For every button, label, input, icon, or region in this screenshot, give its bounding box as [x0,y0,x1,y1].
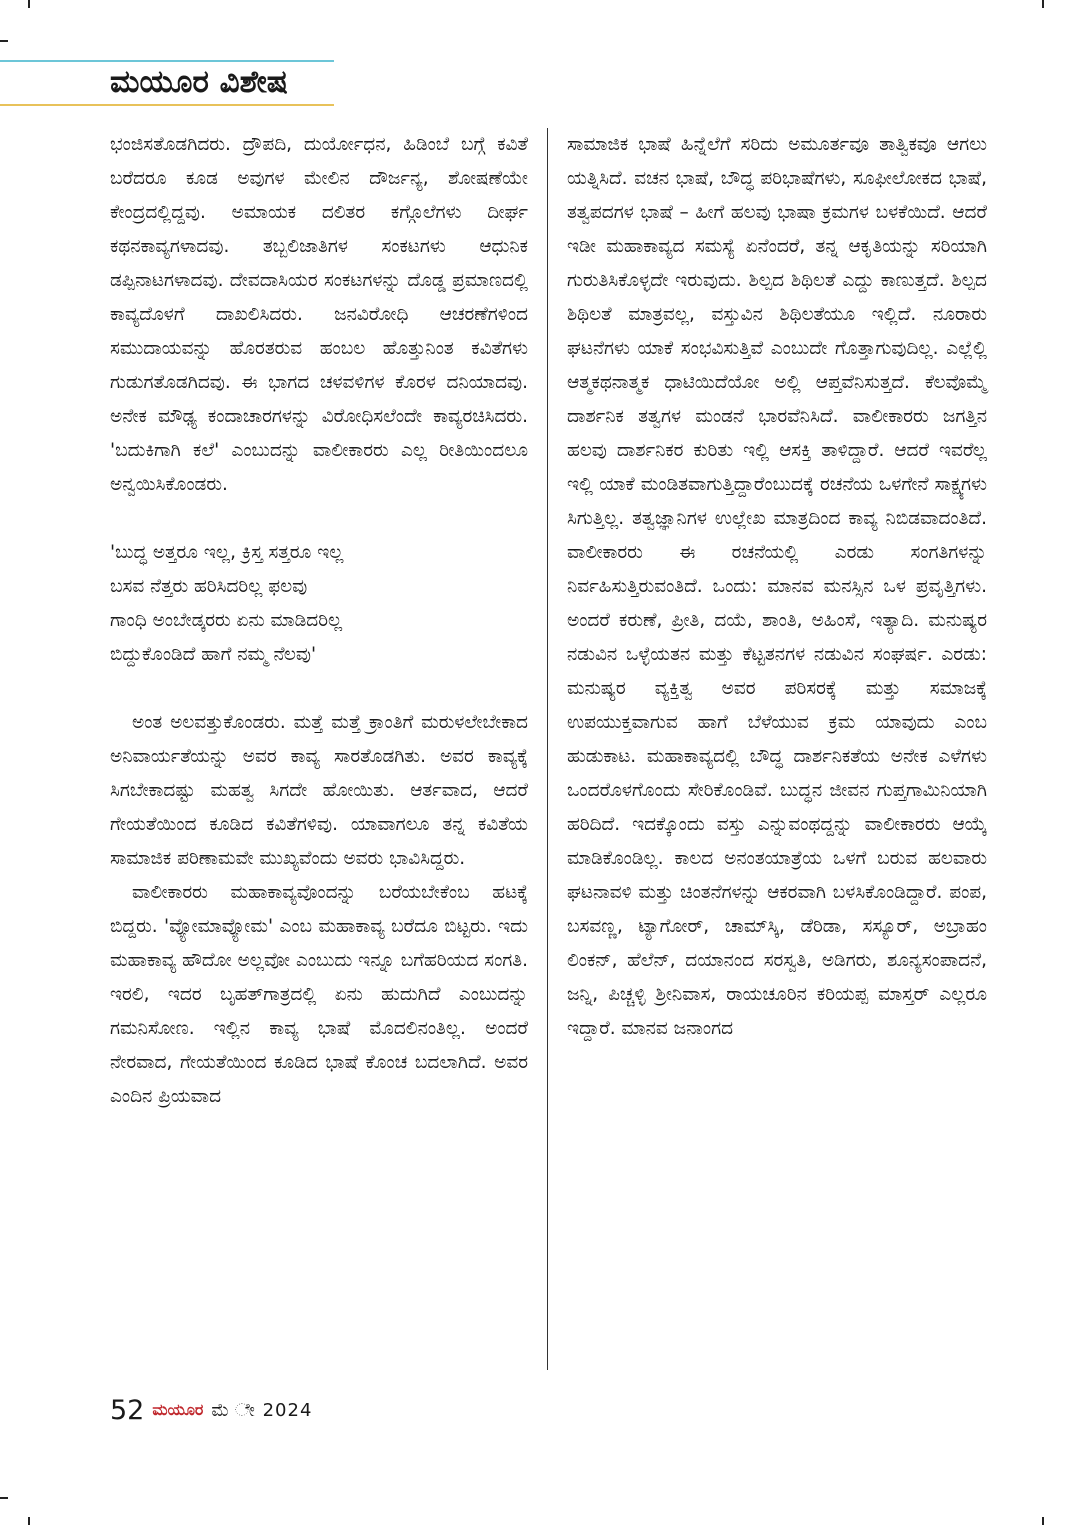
crop-mark-bottom-right [1042,1517,1044,1525]
crop-mark-top-left [28,0,30,8]
page-number: 52 [110,1394,145,1426]
poem-line: ಬಿದ್ದುಕೊಂಡಿದೆ ಹಾಗೆ ನಮ್ಮ ನೆಲವು' [110,644,317,665]
issue-date: ಮೆ ೇ 2024 [211,1399,313,1421]
left-column [110,128,528,1114]
poem-line: ಬಸವ ನೆತ್ತರು ಹರಿಸಿದರಿಲ್ಲ ಫಲವು [110,576,308,597]
column-divider [547,128,548,1370]
left-paragraph-3: ವಾಲೀಕಾರರು ಮಹಾಕಾವ್ಯವೊಂದನ್ನು ಬರೆಯಬೇಕೆಂಬ ಹಟಕ್ಕೆ ಬಿದ್ದರು. 'ವ್ಯೋಮಾವ್ಯೋಮ' ಎಂಬ ಮಹಾಕಾವ್ಯ ಬರೆದೂ ಬಿಟ್ಟರು. ಇದು ಮಹಾಕಾವ್ಯ ಹೌದೋ ಅಲ್ಲವೋ ಎಂಬುದು ಇನ್ನೂ ಬಗೆಹರಿಯದ ಸಂಗತಿ. ಇರಲಿ, ಇದರ ಬೃಹತ್‌ಗಾತ್ರದಲ್ಲಿ ಏನು ಹುದುಗಿದೆ ಎಂಬುದನ್ನು ಗಮನಿಸೋಣ. ಇಲ್ಲಿನ ಕಾವ್ಯ ಭಾಷೆ ಮೊದಲಿನಂತಿಲ್ಲ. ಅಂದರೆ ನೇರವಾದ, ಗೇಯತೆಯಿಂದ ಕೂಡಿದ ಭಾಷೆ ಕೊಂಚ ಬದಲಾಗಿದೆ. ಅವರ ಎಂದಿನ ಪ್ರಿಯವಾದ [110,882,528,1107]
crop-mark-left-top [0,40,8,42]
crop-mark-top-right [1042,0,1044,8]
poem-line: ಗಾಂಧಿ ಅಂಬೇಡ್ಕರರು ಏನು ಮಾಡಿದರಿಲ್ಲ [110,610,343,631]
poem-quote [110,536,528,672]
right-paragraph-1: ಸಾಮಾಜಿಕ ಭಾಷೆ ಹಿನ್ನೆಲೆಗೆ ಸರಿದು ಅಮೂರ್ತವೂ ತಾತ್ವಿಕವೂ ಆಗಲು ಯತ್ನಿಸಿದೆ. ವಚನ ಭಾಷೆ, ಬೌದ್ಧ ಪರಿಭಾಷೆಗಳು, ಸೂಫೀಲೋಕದ ಭಾಷೆ, ತತ್ವಪದಗಳ ಭಾಷೆ – ಹೀಗೆ ಹಲವು ಭಾಷಾ ಕ್ರಮಗಳ ಬಳಕೆಯಿದೆ. ಆದರೆ ಇಡೀ ಮಹಾಕಾವ್ಯದ ಸಮಸ್ಯೆ ಏನೆಂದರೆ, ತನ್ನ ಆಕೃತಿಯನ್ನು ಸರಿಯಾಗಿ ಗುರುತಿಸಿಕೊಳ್ಳದೇ ಇರುವುದು. ಶಿಲ್ಪದ ಶಿಥಿಲತೆ ಎದ್ದು ಕಾಣುತ್ತದೆ. ಶಿಲ್ಪದ ಶಿಥಿಲತೆ ಮಾತ್ರವಲ್ಲ, ವಸ್ತುವಿನ ಶಿಥಿಲತೆಯೂ ಇಲ್ಲಿದೆ. ನೂರಾರು ಘಟನೆಗಳು ಯಾಕೆ ಸಂಭವಿಸುತ್ತಿವೆ ಎಂಬುದೇ ಗೊತ್ತಾಗುವುದಿಲ್ಲ. ಎಲ್ಲೆಲ್ಲಿ ಆತ್ಮಕಥನಾತ್ಮಕ ಧಾಟಿಯಿದೆಯೋ ಅಲ್ಲಿ ಆಪ್ತವೆನಿಸುತ್ತದೆ. ಕೆಲವೊಮ್ಮೆ ದಾರ್ಶನಿಕ ತತ್ವಗಳ ಮಂಡನೆ ಭಾರವೆನಿಸಿದೆ. ವಾಲೀಕಾರರು ಜಗತ್ತಿನ ಹಲವು ದಾರ್ಶನಿಕರ ಕುರಿತು ಇಲ್ಲಿ ಆಸಕ್ತಿ ತಾಳಿದ್ದಾರೆ. ಆದರೆ ಇವರೆಲ್ಲ ಇಲ್ಲಿ ಯಾಕೆ ಮಂಡಿತವಾಗುತ್ತಿದ್ದಾರೆಂಬುದಕ್ಕೆ ರಚನೆಯ ಒಳಗೇನೆ ಸಾಕ್ಷ್ಯಗಳು ಸಿಗುತ್ತಿಲ್ಲ. ತತ್ವಜ್ಞಾನಿಗಳ ಉಲ್ಲೇಖ ಮಾತ್ರದಿಂದ ಕಾವ್ಯ ನಿಬಿಡವಾದಂತಿದೆ. ವಾಲೀಕಾರರು ಈ ರಚನೆಯಲ್ಲಿ ಎರಡು ಸಂಗತಿಗಳನ್ನು ನಿರ್ವಹಿಸುತ್ತಿರುವಂತಿದೆ. ಒಂದು: ಮಾನವ ಮನಸ್ಸಿನ ಒಳ ಪ್ರವೃತ್ತಿಗಳು. ಅಂದರೆ ಕರುಣೆ, ಪ್ರೀತಿ, ದಯೆ, ಶಾಂತಿ, ಅಹಿಂಸೆ, ಇತ್ಯಾದಿ. ಮನುಷ್ಯರ ನಡುವಿನ ಒಳ್ಳೆಯತನ ಮತ್ತು ಕೆಟ್ಟತನಗಳ ನಡುವಿನ ಸಂಘರ್ಷ. ಎರಡು: ಮನುಷ್ಯರ ವ್ಯಕ್ತಿತ್ವ ಅವರ ಪರಿಸರಕ್ಕೆ ಮತ್ತು ಸಮಾಜಕ್ಕೆ ಉಪಯುಕ್ತವಾಗುವ ಹಾಗೆ ಬೆಳೆಯುವ ಕ್ರಮ ಯಾವುದು ಎಂಬ ಹುಡುಕಾಟ. ಮಹಾಕಾವ್ಯದಲ್ಲಿ ಬೌದ್ಧ ದಾರ್ಶನಿಕತೆಯ ಅನೇಕ ಎಳೆಗಳು ಒಂದರೊಳಗೊಂದು ಸೇರಿಕೊಂಡಿವೆ. ಬುದ್ಧನ ಜೀವನ ಗುಪ್ತಗಾಮಿನಿಯಾಗಿ ಹರಿದಿದೆ. ಇದಕ್ಕೊಂದು ವಸ್ತು ಎನ್ನುವಂಥದ್ದನ್ನು ವಾಲೀಕಾರರು ಆಯ್ಕೆ ಮಾಡಿಕೊಂಡಿಲ್ಲ. ಕಾಲದ ಅನಂತಯಾತ್ರೆಯ ಒಳಗೆ ಬರುವ ಹಲವಾರು ಘಟನಾವಳಿ ಮತ್ತು ಚಿಂತನೆಗಳನ್ನು ಆಕರವಾಗಿ ಬಳಸಿಕೊಂಡಿದ್ದಾರೆ. ಪಂಪ, ಬಸವಣ್ಣ, ಟ್ಯಾಗೋರ್, ಚಾಮ್‌ಸ್ಕಿ, ಡೆರಿಡಾ, ಸಸ್ಯೂರ್, ಅಬ್ರಾಹಂ ಲಿಂಕನ್, ಹೆಲೆನ್, ದಯಾನಂದ ಸರಸ್ವತಿ, ಅಡಿಗರು, ಶೂನ್ಯಸಂಪಾದನೆ, ಜನ್ನಿ, ಪಿಚ್ಚಳ್ಳಿ ಶ್ರೀನಿವಾಸ, ರಾಯಚೂರಿನ ಕರಿಯಪ್ಪ ಮಾಸ್ತರ್ ಎಲ್ಲರೂ ಇದ್ದಾರೆ. ಮಾನವ ಜನಾಂಗದ [567,134,987,1039]
right-column [567,128,987,1046]
crop-mark-left-bottom [0,1497,8,1499]
page-footer [110,1392,312,1428]
poem-line: 'ಬುದ್ಧ ಅತ್ತರೂ ಇಲ್ಲ, ಕ್ರಿಸ್ತ ಸತ್ತರೂ ಇಲ್ಲ [110,542,344,563]
magazine-logo: ಮಯೂರ [152,1400,204,1419]
header-bottom-rule [0,104,334,106]
left-paragraph-2: ಅಂತ ಅಲವತ್ತುಕೊಂಡರು. ಮತ್ತೆ ಮತ್ತೆ ಕ್ರಾಂತಿಗೆ ಮರುಳಲೇಬೇಕಾದ ಅನಿವಾರ್ಯತೆಯನ್ನು ಅವರ ಕಾವ್ಯ ಸಾರತೊಡಗಿತು. ಅವರ ಕಾವ್ಯಕ್ಕೆ ಸಿಗಬೇಕಾದಷ್ಟು ಮಹತ್ವ ಸಿಗದೇ ಹೋಯಿತು. ಆರ್ತವಾದ, ಆದರೆ ಗೇಯತೆಯಿಂದ ಕೂಡಿದ ಕವಿತೆಗಳಿವು. ಯಾವಾಗಲೂ ತನ್ನ ಕವಿತೆಯ ಸಾಮಾಜಿಕ ಪರಿಣಾಮವೇ ಮುಖ್ಯವೆಂದು ಅವರು ಭಾವಿಸಿದ್ದರು. [110,712,528,869]
crop-mark-bottom-left [28,1517,30,1525]
left-paragraph-1: ಭಂಜಿಸತೊಡಗಿದರು. ದ್ರೌಪದಿ, ದುರ್ಯೋಧನ, ಹಿಡಿಂಬೆ ಬಗ್ಗೆ ಕವಿತೆ ಬರೆದರೂ ಕೂಡ ಅವುಗಳ ಮೇಲಿನ ದೌರ್ಜನ್ಯ, ಶೋಷಣೆಯೇ ಕೇಂದ್ರದಲ್ಲಿದ್ದವು. ಅಮಾಯಕ ದಲಿತರ ಕಗ್ಗೊಲೆಗಳು ದೀರ್ಘ ಕಥನಕಾವ್ಯಗಳಾದವು. ತಬ್ಬಲಿಜಾತಿಗಳ ಸಂಕಟಗಳು ಆಧುನಿಕ ಡಪ್ಪಿನಾಟಗಳಾದವು. ದೇವದಾಸಿಯರ ಸಂಕಟಗಳನ್ನು ದೊಡ್ಡ ಪ್ರಮಾಣದಲ್ಲಿ ಕಾವ್ಯದೊಳಗೆ ದಾಖಲಿಸಿದರು. ಜನವಿರೋಧಿ ಆಚರಣೆಗಳಿಂದ ಸಮುದಾಯವನ್ನು ಹೊರತರುವ ಹಂಬಲ ಹೊತ್ತುನಿಂತ ಕವಿತೆಗಳು ಗುಡುಗತೊಡಗಿದವು. ಈ ಭಾಗದ ಚಳವಳಿಗಳ ಕೊರಳ ದನಿಯಾದವು. ಅನೇಕ ಮೌಢ್ಯ ಕಂದಾಚಾರಗಳನ್ನು ವಿರೋಧಿಸಲೆಂದೇ ಕಾವ್ಯರಚಿಸಿದರು. 'ಬದುಕಿಗಾಗಿ ಕಲೆ' ಎಂಬುದನ್ನು ವಾಲೀಕಾರರು ಎಲ್ಲ ರೀತಿಯಿಂದಲೂ ಅನ್ವಯಿಸಿಕೊಂಡರು. [110,134,528,495]
section-title: ಮಯೂರ ವಿಶೇಷ [110,64,288,100]
